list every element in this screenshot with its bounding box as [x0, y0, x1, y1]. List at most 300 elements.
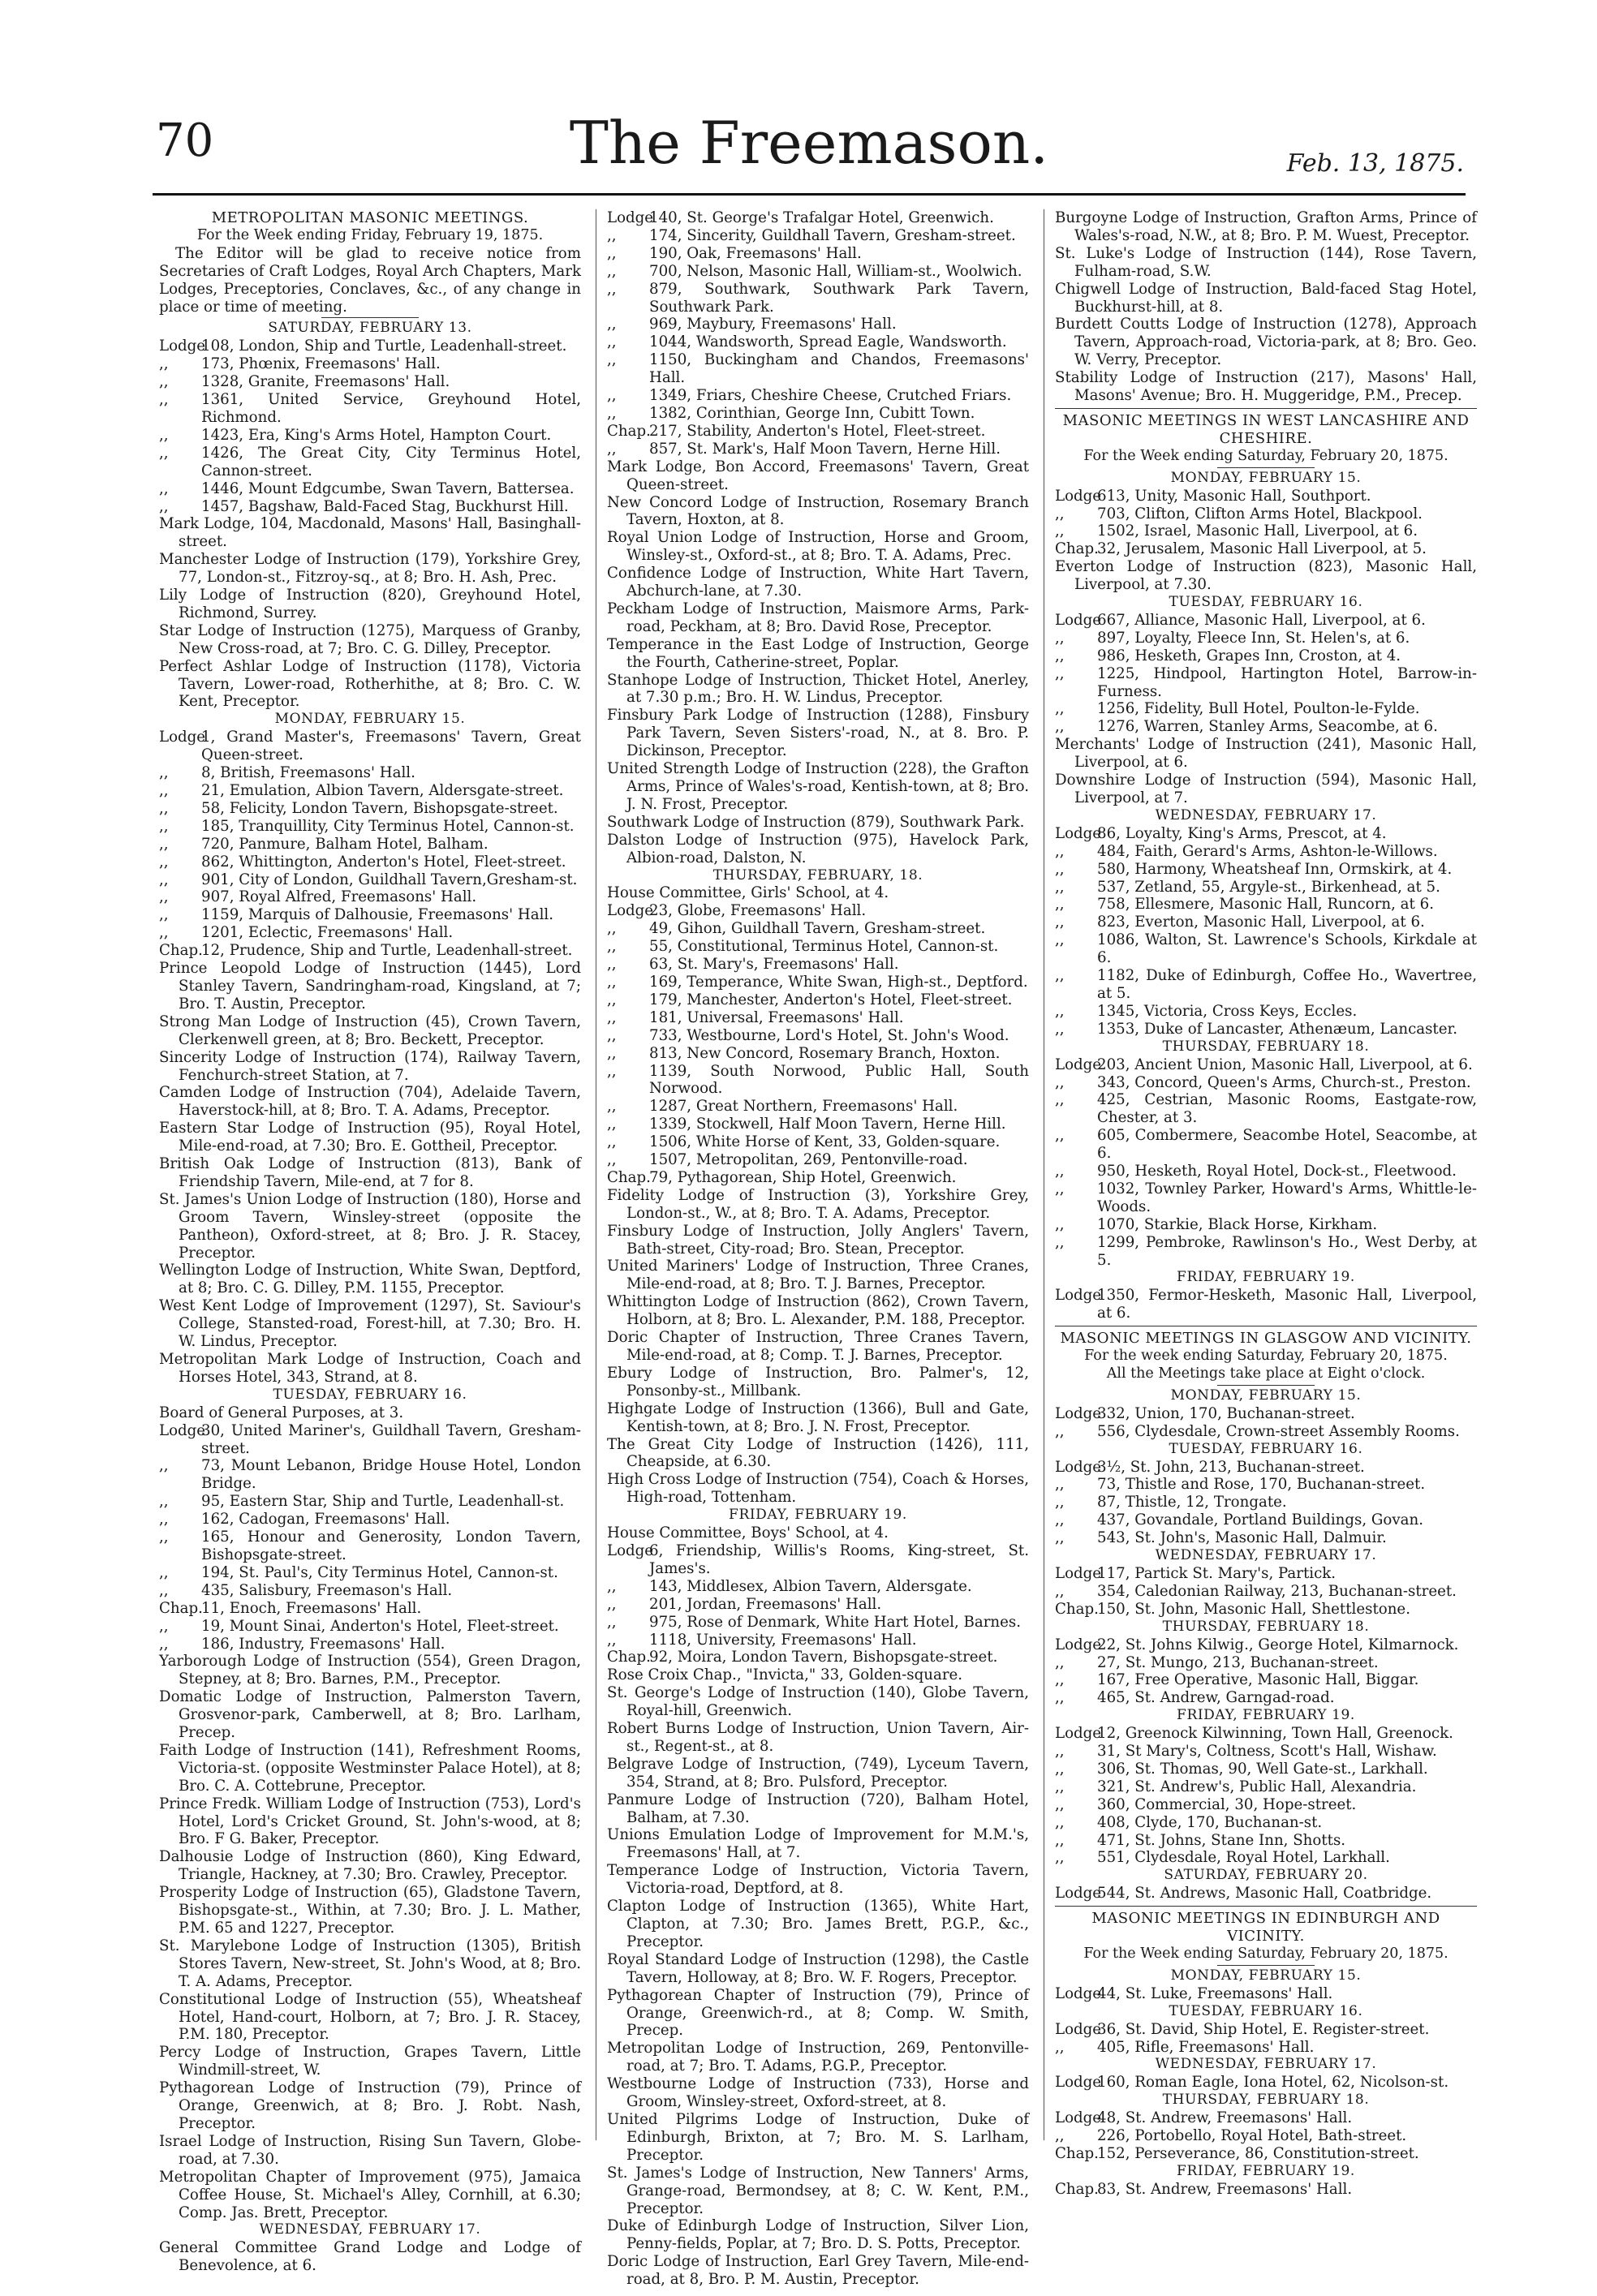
- entry-label: Lodge: [1055, 1056, 1102, 1073]
- section-title: MASONIC MEETINGS IN EDINBURGH AND VICINITY.: [1091, 1910, 1440, 1946]
- entry-text: 179, Manchester, Anderton's Hotel, Fleet-street.: [649, 991, 1013, 1008]
- entry-text: 73, Mount Lebanon, Bridge House Hotel, London Bridge.: [201, 1457, 581, 1493]
- entry-text: 332, Union, 170, Buchanan-street.: [1097, 1404, 1355, 1422]
- column-3: [1055, 209, 1477, 2199]
- issue-date: Feb. 13, 1875.: [1286, 149, 1464, 178]
- listing-entry: [607, 1151, 1029, 1169]
- entry-label: ,,: [159, 888, 169, 906]
- listing-entry: [1055, 843, 1477, 861]
- entry-text: 1353, Duke of Lancaster, Athenæum, Lancaster.: [1097, 1020, 1457, 1038]
- listing-entry: [159, 871, 581, 889]
- listing-entry: High Cross Lodge of Instruction (754), Coach & Horses, High-road, Tottenham.: [607, 1471, 1029, 1507]
- listing-entry: [1055, 665, 1477, 701]
- listing-entry: [159, 1457, 581, 1493]
- entry-text: 306, St. Thomas, 90, Well Gate-st., Larkhall.: [1097, 1760, 1428, 1778]
- listing-entry: [159, 338, 581, 355]
- listing-entry: [159, 924, 581, 942]
- entry-text: 354, Caledonian Railway, 213, Buchanan-street.: [1097, 1582, 1457, 1600]
- listing-entry: Prosperity Lodge of Instruction (65), Gladstone Tavern, Bishopsgate-st., Within, at 7.30; Bro. J. L. Mather, P.M. 65 and 1227, Preceptor.: [159, 1884, 581, 1937]
- entry-label: ,,: [607, 1026, 617, 1044]
- entry-label: Lodge: [1055, 1287, 1102, 1305]
- listing-entry: [159, 729, 581, 764]
- entry-label: ,,: [607, 440, 617, 458]
- entry-label: ,,: [607, 262, 617, 280]
- entry-label: Lodge: [1055, 487, 1102, 505]
- entry-label: Lodge: [1055, 2074, 1102, 2092]
- section-title: METROPOLITAN MASONIC MEETINGS.: [211, 209, 529, 226]
- day-heading: FRIDAY, FEBRUARY 19.: [1177, 1269, 1355, 1286]
- entry-label: ,,: [1055, 629, 1065, 647]
- listing-entry: [1055, 1423, 1477, 1441]
- entry-text: 862, Whittington, Anderton's Hotel, Fleet-street.: [201, 853, 566, 871]
- listing-entry: Burgoyne Lodge of Instruction, Grafton Arms, Prince of Wales's-road, N.W., at 8; Bro. P. M. Wuest, Preceptor.: [1055, 209, 1477, 244]
- listing-entry: [159, 1529, 581, 1564]
- entry-text: 1506, White Horse of Kent, 33, Golden-square.: [649, 1133, 1001, 1151]
- entry-label: ,,: [159, 479, 169, 497]
- entry-label: ,,: [159, 817, 169, 835]
- entry-text: 1225, Hindpool, Hartington Hotel, Barrow-in-Furness.: [1097, 664, 1477, 700]
- entry-text: 1086, Walton, St. Lawrence's Schools, Kirkdale at 6.: [1097, 931, 1477, 967]
- entry-text: 1502, Israel, Masonic Hall, Liverpool, at 6.: [1097, 522, 1418, 540]
- day-heading: TUESDAY, FEBRUARY 16.: [273, 1386, 467, 1403]
- entry-label: ,,: [607, 333, 617, 351]
- entry-text: 31, St Mary's, Coltness, Scott's Hall, Wishaw.: [1097, 1743, 1437, 1761]
- listing-entry: [1055, 2127, 1477, 2145]
- entry-text: 1276, Warren, Stanley Arms, Seacombe, at 6.: [1097, 718, 1438, 736]
- listing-entry: [607, 263, 1029, 281]
- entry-label: Lodge: [1055, 1885, 1102, 1903]
- entry-text: 1457, Bagshaw, Bald-Faced Stag, Buckhurst Hill.: [201, 497, 569, 515]
- entry-label: Lodge: [159, 338, 206, 355]
- entry-text: 12, Greenock Kilwinning, Town Hall, Greenock.: [1097, 1725, 1453, 1743]
- entry-label: ,,: [1055, 1689, 1065, 1707]
- entry-text: 217, Stability, Anderton's Hotel, Fleet-street.: [649, 422, 986, 440]
- listing-entry: [1055, 861, 1477, 879]
- entry-label: Lodge: [159, 1421, 206, 1439]
- listing-entry: [1055, 488, 1477, 505]
- entry-label: ,,: [1055, 1529, 1065, 1547]
- entry-label: Lodge: [607, 1541, 654, 1559]
- listing-entry: [1055, 1565, 1477, 1583]
- listing-entry: Pythagorean Lodge of Instruction (79), Prince of Orange, Greenwich, at 8; Bro. J. Robt. Nash, Preceptor.: [159, 2079, 581, 2132]
- entry-text: 1328, Granite, Freemasons' Hall.: [201, 373, 450, 391]
- entry-label: Chap.: [607, 1649, 651, 1666]
- day-heading: MONDAY, FEBRUARY 15.: [1170, 1967, 1362, 1984]
- listing-entry: Strong Man Lodge of Instruction (45), Crown Tavern, Clerkenwell green, at 8; Bro. Beckett, Preceptor.: [159, 1013, 581, 1048]
- listing-entry: [1055, 967, 1477, 1003]
- listing-entry: [1055, 1074, 1477, 1092]
- listing-entry: British Oak Lodge of Instruction (813), Bank of Friendship Tavern, Mile-end, at 7 for 8.: [159, 1155, 581, 1190]
- entry-label: Chap.: [1055, 1600, 1099, 1618]
- listing-entry: [159, 1618, 581, 1636]
- entry-label: ,,: [159, 391, 169, 409]
- entry-text: 733, Westbourne, Lord's Hotel, St. John's Wood.: [649, 1026, 1009, 1044]
- entry-text: 556, Clydesdale, Crown-street Assembly Rooms.: [1097, 1422, 1460, 1440]
- listing-entry: [1055, 1743, 1477, 1761]
- entry-label: ,,: [607, 956, 617, 974]
- entry-text: 1349, Friars, Cheshire Cheese, Crutched Friars.: [649, 387, 1012, 405]
- listing-entry: Clapton Lodge of Instruction (1365), White Hart, Clapton, at 7.30; Bro. James Brett, P.G.P., &c., Preceptor.: [607, 1898, 1029, 1950]
- day-heading: TUESDAY, FEBRUARY 16.: [1169, 594, 1363, 611]
- listing-entry: Board of General Purposes, at 3.: [159, 1404, 404, 1421]
- day-heading: FRIDAY, FEBRUARY 19.: [729, 1507, 907, 1524]
- listing-entry: [1055, 1216, 1477, 1234]
- entry-text: 23, Globe, Freemasons' Hall.: [649, 902, 867, 920]
- listing-entry: Panmure Lodge of Instruction (720), Balham Hotel, Balham, at 7.30.: [607, 1791, 1029, 1826]
- entry-label: ,,: [1055, 1849, 1065, 1867]
- entry-label: ,,: [1055, 1422, 1065, 1440]
- listing-entry: Ebury Lodge of Instruction, Bro. Palmer's, 12, Ponsonby-st., Millbank.: [607, 1364, 1029, 1400]
- listing-entry: [159, 782, 581, 800]
- entry-label: ,,: [607, 1133, 617, 1151]
- entry-label: ,,: [159, 871, 169, 888]
- column-1: [159, 209, 581, 2275]
- entry-text: 1339, Stockwell, Half Moon Tavern, Herne Hill.: [649, 1116, 1006, 1133]
- entry-label: ,,: [1055, 1002, 1065, 1020]
- entry-label: Lodge: [1055, 1984, 1102, 2002]
- entry-label: ,,: [607, 1577, 617, 1595]
- listing-entry: Chigwell Lodge of Instruction, Bald-faced Stag Hotel, Buckhurst-hill, at 8.: [1055, 280, 1477, 316]
- entry-label: ,,: [1055, 1163, 1065, 1180]
- listing-entry: [1055, 1636, 1477, 1654]
- day-heading: FRIDAY, FEBRUARY 19.: [1177, 1707, 1355, 1724]
- listing-entry: [1055, 647, 1477, 665]
- listing-entry: Royal Standard Lodge of Instruction (1298), the Castle Tavern, Holloway, at 8; Bro. W. F. Rogers, Preceptor.: [607, 1950, 1029, 1986]
- listing-entry: [159, 1493, 581, 1511]
- section-title: MASONIC MEETINGS IN GLASGOW AND VICINITY.: [1060, 1330, 1472, 1348]
- entry-text: 173, Phœnix, Freemasons' Hall.: [201, 355, 441, 373]
- entry-text: 63, St. Mary's, Freemasons' Hall.: [649, 956, 899, 974]
- entry-text: 700, Nelson, Masonic Hall, William-st., Woolwich.: [649, 262, 1022, 280]
- entry-label: ,,: [607, 920, 617, 938]
- listing-entry: [1055, 1234, 1477, 1270]
- entry-text: 321, St. Andrew's, Public Hall, Alexandria.: [1097, 1778, 1417, 1795]
- listing-entry: Doric Chapter of Instruction, Three Cranes Tavern, Mile-end-road, at 8; Comp. T. J. Barnes, Preceptor.: [607, 1329, 1029, 1364]
- listing-entry: [607, 991, 1029, 1009]
- entry-label: ,,: [1055, 1582, 1065, 1600]
- entry-text: 162, Cadogan, Freemasons' Hall.: [201, 1511, 450, 1529]
- listing-entry: [607, 209, 1029, 227]
- entry-label: ,,: [607, 973, 617, 991]
- entry-label: ,,: [1055, 1511, 1065, 1529]
- listing-entry: [1055, 1885, 1477, 1903]
- entry-text: 551, Clydesdale, Royal Hotel, Larkhall.: [1097, 1849, 1390, 1867]
- listing-entry: [607, 351, 1029, 387]
- entry-label: Lodge: [1055, 1564, 1102, 1582]
- listing-entry: Royal Union Lodge of Instruction, Horse and Groom, Winsley-st., Oxford-st., at 8; Bro. T. A. Adams, Prec.: [607, 529, 1029, 565]
- entry-label: Lodge: [1055, 1725, 1102, 1743]
- listing-entry: [159, 1636, 581, 1653]
- entry-text: 950, Hesketh, Royal Hotel, Dock-st., Fleetwood.: [1097, 1163, 1457, 1180]
- listing-entry: Wellington Lodge of Instruction, White Swan, Deptford, at 8; Bro. C. G. Dilley, P.M. 1155, Preceptor.: [159, 1262, 581, 1297]
- listing-entry: [159, 942, 581, 960]
- day-heading: WEDNESDAY, FEBRUARY 17.: [1155, 1547, 1377, 1564]
- entry-label: ,,: [1055, 1020, 1065, 1038]
- listing-entry: House Committee, Girls' School, at 4.: [607, 884, 889, 902]
- listing-entry: [1055, 1003, 1477, 1021]
- listing-entry: [1055, 1529, 1477, 1547]
- entry-text: 8, British, Freemasons' Hall.: [201, 764, 415, 782]
- listing-entry: [1055, 2039, 1477, 2057]
- entry-text: 537, Zetland, 55, Argyle-st., Birkenhead, at 5.: [1097, 878, 1440, 896]
- listing-entry: [1055, 1511, 1477, 1529]
- entry-label: ,,: [159, 799, 169, 817]
- day-heading: THURSDAY, FEBRUARY 18.: [1162, 1618, 1370, 1635]
- entry-label: ,,: [1055, 1215, 1065, 1233]
- entry-label: Lodge: [1055, 1458, 1102, 1476]
- listing-entry: [607, 441, 1029, 458]
- listing-entry: Perfect Ashlar Lodge of Instruction (1178), Victoria Tavern, Lower-road, Rotherhithe, at 8; Bro. C. W. Kent, Preceptor.: [159, 657, 581, 711]
- entry-text: 1361, United Service, Greyhound Hotel, Richmond.: [201, 391, 581, 426]
- entry-label: ,,: [159, 764, 169, 782]
- listing-entry: [1055, 2181, 1477, 2199]
- listing-entry: [159, 888, 581, 906]
- entry-text: 117, Partick St. Mary's, Partick.: [1097, 1564, 1337, 1582]
- entry-text: 605, Combermere, Seacombe Hotel, Seacombe, at 6.: [1097, 1127, 1477, 1163]
- intro-paragraph: The Editor will be glad to receive notice from Secretaries of Craft Lodges, Royal Arch Chapters, Mark Lodges, Preceptories, Conclaves, &c., of any change in place or time of meeting.: [159, 244, 581, 316]
- listing-entry: [607, 1063, 1029, 1099]
- entry-text: 1159, Marquis of Dalhousie, Freemasons' Hall.: [201, 906, 554, 924]
- entry-text: 1287, Great Northern, Freemasons' Hall.: [649, 1098, 958, 1116]
- day-heading: MONDAY, FEBRUARY 15.: [1170, 469, 1362, 486]
- section-divider: [1055, 1906, 1477, 1907]
- entry-label: Chap.: [607, 1168, 651, 1186]
- column-2: [607, 209, 1029, 2289]
- listing-entry: [159, 836, 581, 853]
- entry-text: 580, Harmony, Wheatsheaf Inn, Ormskirk, at 4.: [1097, 860, 1453, 878]
- entry-text: 1182, Duke of Edinburgh, Coffee Ho., Wavertree, at 5.: [1097, 967, 1477, 1002]
- listing-entry: [1055, 1985, 1477, 2003]
- entry-label: ,,: [159, 1581, 169, 1599]
- entry-text: 613, Unity, Masonic Hall, Southport.: [1097, 487, 1371, 505]
- entry-text: 1032, Townley Parker, Howard's Arms, Whittle-le-Woods.: [1097, 1180, 1477, 1215]
- day-heading: FRIDAY, FEBRUARY 19.: [1177, 2162, 1355, 2179]
- listing-entry: [159, 853, 581, 871]
- entry-text: 87, Thistle, 12, Trongate.: [1097, 1494, 1287, 1511]
- entry-text: 1256, Fidelity, Bull Hotel, Poulton-le-Fylde.: [1097, 700, 1420, 718]
- listing-entry: [159, 480, 581, 498]
- listing-entry: [1055, 2074, 1477, 2092]
- entry-text: 823, Everton, Masonic Hall, Liverpool, at 6.: [1097, 914, 1425, 931]
- entry-label: Lodge: [1055, 1636, 1102, 1653]
- entry-text: 1299, Pembroke, Rawlinson's Ho., West Derby, at 5.: [1097, 1233, 1477, 1269]
- entry-label: ,,: [159, 782, 169, 799]
- entry-text: 22, St. Johns Kilwig., George Hotel, Kilmarnock.: [1097, 1636, 1459, 1653]
- entry-text: 405, Rifle, Freemasons' Hall.: [1097, 2038, 1315, 2056]
- entry-text: 58, Felicity, London Tavern, Bishopsgate-street.: [201, 799, 558, 817]
- listing-entry: [1055, 1601, 1477, 1619]
- entry-label: ,,: [1055, 878, 1065, 896]
- entry-label: ,,: [159, 497, 169, 515]
- entry-label: ,,: [159, 853, 169, 871]
- listing-entry: [1055, 914, 1477, 931]
- entry-label: ,,: [1055, 1795, 1065, 1813]
- entry-label: ,,: [607, 1613, 617, 1631]
- listing-entry: Constitutional Lodge of Instruction (55), Wheatsheaf Hotel, Hand-court, Holborn, at 7; Bro. J. R. Stacey, P.M. 180, Preceptor.: [159, 1990, 581, 2044]
- entry-label: ,,: [1055, 700, 1065, 718]
- entry-text: 343, Concord, Queen's Arms, Church-st., Preston.: [1097, 1073, 1471, 1091]
- entry-label: Chap.: [1055, 2180, 1099, 2198]
- listing-entry: [1055, 2021, 1477, 2039]
- listing-entry: Stability Lodge of Instruction (217), Masons' Hall, Masons' Avenue; Bro. H. Muggeridge, P.M., Precep.: [1055, 369, 1477, 405]
- entry-label: ,,: [1055, 1091, 1065, 1109]
- entry-text: 55, Constitutional, Terminus Hotel, Cannon-st.: [649, 938, 999, 956]
- listing-entry: [1055, 1689, 1477, 1707]
- entry-label: ,,: [607, 244, 617, 262]
- entry-label: ,,: [159, 444, 169, 462]
- listing-entry: [1055, 1476, 1477, 1494]
- listing-entry: [607, 1632, 1029, 1649]
- listing-entry: Prince Fredk. William Lodge of Instruction (753), Lord's Hotel, Lord's Cricket Ground, St. John's-wood, at 8; Bro. F G. Baker, Preceptor.: [159, 1795, 581, 1848]
- entry-label: ,,: [1055, 1180, 1065, 1197]
- listing-entry: [1055, 1127, 1477, 1163]
- entry-text: 879, Southwark, Southwark Park Tavern, Southwark Park.: [649, 280, 1029, 316]
- listing-entry: [159, 906, 581, 924]
- entry-label: ,,: [159, 355, 169, 373]
- entry-text: 143, Middlesex, Albion Tavern, Aldersgate.: [649, 1577, 972, 1595]
- listing-entry: The Great City Lodge of Instruction (1426), 111, Cheapside, at 6.30.: [607, 1435, 1029, 1471]
- entry-label: ,,: [1055, 914, 1065, 931]
- listing-entry: [607, 1009, 1029, 1027]
- listing-entry: [607, 974, 1029, 991]
- listing-entry: [159, 391, 581, 427]
- listing-entry: [1055, 1405, 1477, 1423]
- listing-entry: [607, 1578, 1029, 1596]
- entry-label: ,,: [1055, 1476, 1065, 1494]
- listing-entry: Lily Lodge of Instruction (820), Greyhound Hotel, Richmond, Surrey.: [159, 587, 581, 621]
- listing-entry: [1055, 1725, 1477, 1743]
- listing-entry: [159, 1422, 581, 1458]
- entry-text: 1118, University, Freemasons' Hall.: [649, 1631, 917, 1649]
- listing-entry: Domatic Lodge of Instruction, Palmerston Tavern, Grosvenor-park, Camberwell, at 8; Bro. Larlham, Precep.: [159, 1688, 581, 1742]
- entry-text: 48, St. Andrew, Freemasons' Hall.: [1097, 2109, 1353, 2127]
- entry-label: Chap.: [607, 422, 651, 440]
- listing-entry: [607, 956, 1029, 974]
- entry-label: ,,: [607, 1062, 617, 1080]
- day-heading: MONDAY, FEBRUARY 15.: [274, 711, 466, 728]
- entry-text: 1345, Victoria, Cross Keys, Eccles.: [1097, 1002, 1358, 1020]
- short-rule: [1217, 1385, 1315, 1386]
- listing-entry: [607, 902, 1029, 920]
- listing-entry: [1055, 700, 1477, 718]
- entry-label: ,,: [159, 1511, 169, 1529]
- listing-entry: Whittington Lodge of Instruction (862), Crown Tavern, Holborn, at 8; Bro. L. Alexander, P.M. 188, Preceptor.: [607, 1293, 1029, 1329]
- listing-entry: [159, 764, 581, 782]
- day-heading: WEDNESDAY, FEBRUARY 17.: [1155, 806, 1377, 823]
- listing-entry: [1055, 1814, 1477, 1832]
- entry-text: 703, Clifton, Clifton Arms Hotel, Blackpool.: [1097, 505, 1423, 522]
- entry-text: 30, United Mariner's, Guildhall Tavern, Gresham-street.: [201, 1421, 581, 1457]
- entry-label: ,,: [1055, 1653, 1065, 1671]
- section-divider: [1055, 408, 1477, 409]
- listing-entry: [159, 355, 581, 373]
- section-subtitle: For the week ending Saturday, February 20, 1875.: [1084, 1348, 1448, 1365]
- listing-entry: Yarborough Lodge of Instruction (554), Green Dragon, Stepney, at 8; Bro. Barnes, P.M., Preceptor.: [159, 1653, 581, 1688]
- section-subtitle: For the Week ending Saturday, February 20, 1875.: [1083, 1946, 1448, 1962]
- listing-entry: [1055, 1761, 1477, 1778]
- listing-entry: Manchester Lodge of Instruction (179), Yorkshire Grey, 77, London-st., Fitzroy-sq., at 8; Bro. H. Ash, Prec.: [159, 551, 581, 587]
- listing-entry: [1055, 2109, 1477, 2127]
- entry-label: ,,: [1055, 505, 1065, 522]
- listing-entry: St. Luke's Lodge of Instruction (144), Rose Tavern, Fulham-road, S.W.: [1055, 244, 1477, 280]
- listing-entry: [607, 920, 1029, 938]
- listing-entry: [159, 1511, 581, 1529]
- listing-entry: Mark Lodge, Bon Accord, Freemasons' Tavern, Great Queen-street.: [607, 458, 1029, 493]
- listing-entry: [1055, 1459, 1477, 1477]
- entry-label: Chap.: [159, 942, 203, 960]
- entry-label: Lodge: [1055, 2020, 1102, 2038]
- listing-entry: [1055, 1180, 1477, 1216]
- entry-text: 758, Ellesmere, Masonic Hall, Runcorn, at 6.: [1097, 896, 1434, 914]
- entry-text: 201, Jordan, Freemasons' Hall.: [649, 1595, 882, 1613]
- entry-label: ,,: [1055, 2127, 1065, 2145]
- listing-entry: Metropolitan Chapter of Improvement (975), Jamaica Coffee House, St. Michael's Alley, Cornhill, at 6.30; Comp. Jas. Brett, Preceptor.: [159, 2168, 581, 2221]
- entry-label: Lodge: [607, 209, 654, 226]
- entry-text: 174, Sincerity, Guildhall Tavern, Gresham-street.: [649, 226, 1016, 244]
- listing-entry: Burdett Coutts Lodge of Instruction (1278), Approach Tavern, Approach-road, Victoria-park, at 8; Bro. Geo. W. Verry, Preceptor.: [1055, 316, 1477, 369]
- entry-label: Lodge: [1055, 2109, 1102, 2127]
- entry-text: 1044, Wandsworth, Spread Eagle, Wandsworth.: [649, 333, 1007, 351]
- listing-entry: Rose Croix Chap., "Invicta," 33, Golden-square.: [607, 1666, 963, 1684]
- listing-entry: [607, 1027, 1029, 1045]
- listing-entry: Robert Burns Lodge of Instruction, Union Tavern, Air-st., Regent-st., at 8.: [607, 1720, 1029, 1755]
- entry-text: 3½, St. John, 213, Buchanan-street.: [1097, 1458, 1365, 1476]
- listing-entry: West Kent Lodge of Improvement (1297), St. Saviour's College, Stansted-road, Forest-hill, at 7.30; Bro. H. W. Lindus, Preceptor.: [159, 1297, 581, 1351]
- entry-text: 92, Moira, London Tavern, Bishopsgate-street.: [649, 1649, 998, 1666]
- entry-text: 12, Prudence, Ship and Turtle, Leadenhall-street.: [201, 942, 573, 960]
- entry-text: 203, Ancient Union, Masonic Hall, Liverpool, at 6.: [1097, 1056, 1473, 1073]
- listing-entry: Doric Lodge of Instruction, Earl Grey Tavern, Mile-end-road, at 8, Bro. P. M. Austin, Preceptor.: [607, 2253, 1029, 2289]
- listing-entry: [1055, 825, 1477, 843]
- entry-label: ,,: [1055, 860, 1065, 878]
- listing-entry: [1055, 1163, 1477, 1180]
- entry-text: 857, St. Mark's, Half Moon Tavern, Herne Hill.: [649, 440, 1001, 458]
- listing-entry: Belgrave Lodge of Instruction, (749), Lyceum Tavern, 354, Strand, at 8; Bro. Pulsford, Preceptor.: [607, 1755, 1029, 1791]
- listing-entry: [607, 245, 1029, 263]
- listing-entry: [159, 1564, 581, 1582]
- listing-entry: [1055, 540, 1477, 558]
- entry-label: ,,: [607, 1044, 617, 1062]
- entry-text: 11, Enoch, Freemasons' Hall.: [201, 1599, 422, 1617]
- entry-text: 1, Grand Master's, Freemasons' Tavern, Great Queen-street.: [201, 729, 581, 764]
- entry-text: 150, St. John, Masonic Hall, Shettlestone.: [1097, 1600, 1410, 1618]
- listing-entry: [607, 1116, 1029, 1133]
- entry-label: ,,: [607, 387, 617, 405]
- entry-label: ,,: [1055, 647, 1065, 664]
- entry-label: ,,: [159, 1457, 169, 1475]
- entry-label: ,,: [1055, 1671, 1065, 1689]
- listing-entry: [1055, 1671, 1477, 1689]
- entry-text: 986, Hesketh, Grapes Inn, Croston, at 4.: [1097, 647, 1401, 664]
- listing-entry: Israel Lodge of Instruction, Rising Sun Tavern, Globe-road, at 7.30.: [159, 2132, 581, 2168]
- entry-text: 1139, South Norwood, Public Hall, South Norwood.: [649, 1062, 1029, 1098]
- entry-text: 901, City of London, Guildhall Tavern,Gresham-st.: [201, 871, 578, 888]
- listing-entry: [1055, 612, 1477, 630]
- listing-entry: St. Marylebone Lodge of Instruction (1305), British Stores Tavern, New-street, St. John's Wood, at 8; Bro. T. A. Adams, Preceptor.: [159, 1937, 581, 1990]
- entry-label: ,,: [607, 226, 617, 244]
- day-heading: MONDAY, FEBRUARY 15.: [1170, 1387, 1362, 1404]
- entry-text: 465, St. Andrew, Garngad-road.: [1097, 1689, 1335, 1707]
- listing-entry: [1055, 931, 1477, 967]
- entry-text: 360, Commercial, 30, Hope-street.: [1097, 1795, 1357, 1813]
- entry-text: 140, St. George's Trafalgar Hotel, Greenwich.: [649, 209, 994, 226]
- entry-text: 1070, Starkie, Black Horse, Kirkham.: [1097, 1215, 1378, 1233]
- listing-entry: St. James's Union Lodge of Instruction (180), Horse and Groom Tavern, Winsley-street (opposite the Pantheon), Oxford-street, at 8; Bro. J. R. Stacey, Preceptor.: [159, 1190, 581, 1262]
- listing-entry: [607, 423, 1029, 441]
- listing-entry: [1055, 1091, 1477, 1127]
- entry-text: 190, Oak, Freemasons' Hall.: [649, 244, 862, 262]
- entry-text: 484, Faith, Gerard's Arms, Ashton-le-Willows.: [1097, 842, 1438, 860]
